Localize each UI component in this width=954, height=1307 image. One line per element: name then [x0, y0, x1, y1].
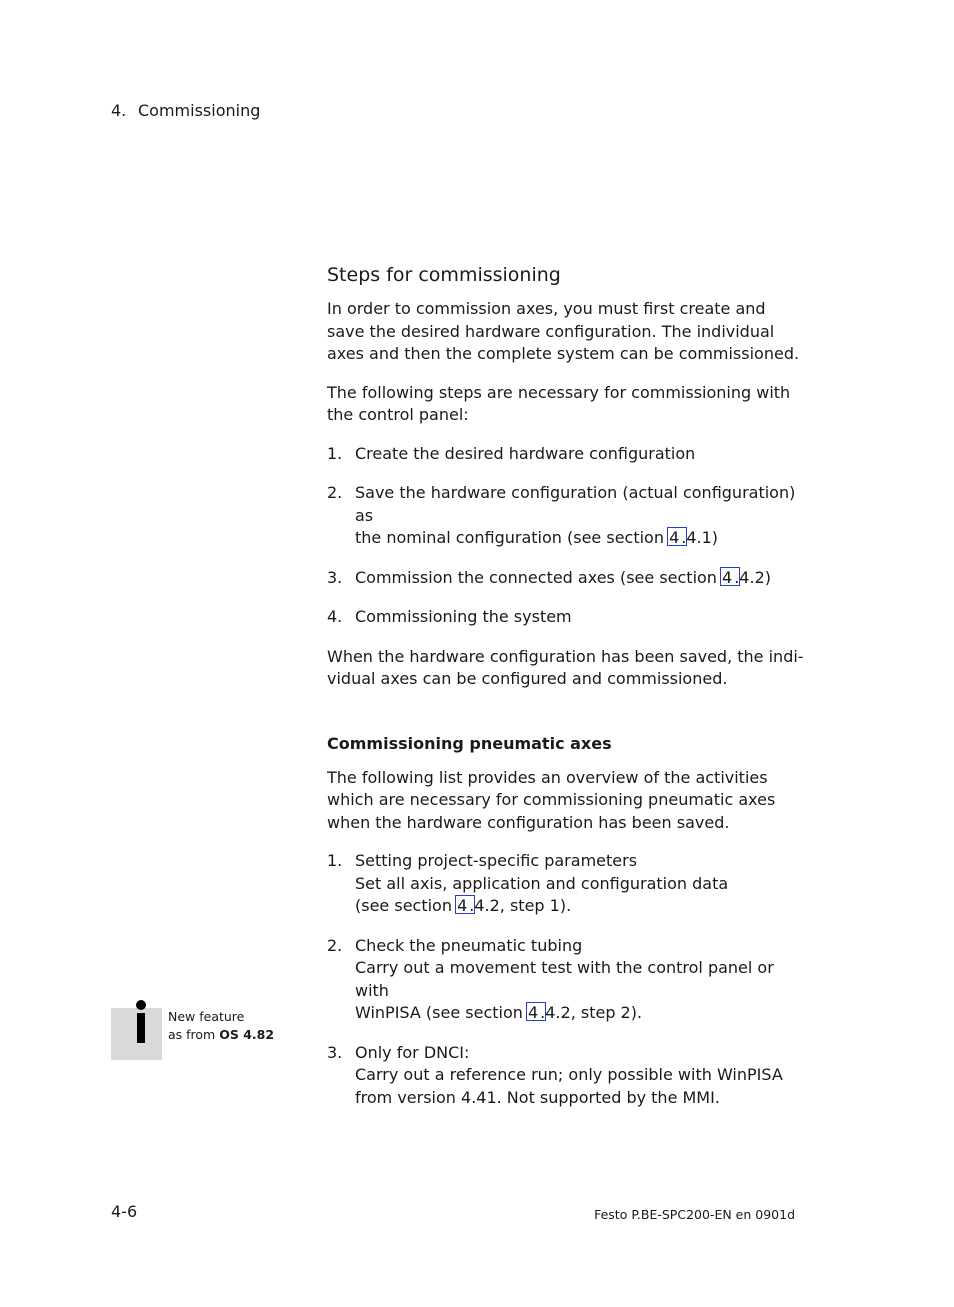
info-icon-stem [137, 1013, 145, 1043]
list-item: 3. Only for DNCI: Carry out a reference run; only possible with WinPISA from version 4.41. Not supported by the MMI. [327, 1042, 783, 1107]
item-number: 3. [327, 1042, 343, 1062]
main-content [327, 262, 807, 1126]
pneumatic-list [327, 850, 807, 1109]
section-link-ref[interactable]: 4 [722, 567, 733, 587]
chapter-title: Commissioning [138, 101, 261, 120]
item-number: 2. [327, 935, 343, 955]
step-number: 1. [327, 443, 343, 463]
chapter-number: 4. [111, 101, 127, 120]
note-text: New feature as from OS 4.82 [168, 1009, 275, 1042]
pneumatic-intro-paragraph: The following list provides an overview of the activities which are necessary for commissioning pneumatic axes when the hardware configuration has been saved. [327, 767, 776, 832]
new-feature-note [111, 1000, 311, 1060]
section-link-box[interactable] [526, 1002, 546, 1021]
list-item: 2. Check the pneumatic tubing Carry out a movement test with the control panel or with WinPISA (see section 4 .4.2, step 2). [327, 935, 774, 1022]
step-item: 4. Commissioning the system [327, 606, 807, 629]
section-title-pneumatic: Commissioning pneumatic axes [327, 733, 612, 753]
step-number: 2. [327, 483, 343, 502]
page-number: 4-6 [111, 1202, 138, 1221]
step-number: 4. [327, 607, 343, 626]
section-link-ref[interactable]: 4 [527, 1003, 539, 1022]
section-title-steps: Steps for commissioning [327, 264, 561, 286]
step-item: 2. Save the hardware configuration (actual configuration) as the nominal configuration (see section 4 .4.1) [327, 483, 796, 547]
steps-intro-paragraph: The following steps are necessary for commissioning with the control panel: [327, 382, 791, 424]
section-link-box[interactable] [667, 527, 687, 546]
section-link-ref[interactable]: 4 [669, 528, 680, 547]
steps-list [327, 443, 807, 629]
list-item: 1. Setting project-specific parameters Set all axis, application and configuration data (see section 4 .4.2, step 1). [327, 851, 729, 915]
info-icon [136, 1000, 146, 1010]
intro-paragraph: In order to commission axes, you must first create and save the desired hardware configuration. The individual axes and then the complete system can be commissioned. [327, 299, 800, 363]
os-version: OS 4.82 [219, 1027, 275, 1042]
step-item: 1. Create the desired hardware configuration [327, 443, 807, 466]
step-item: 3. Commission the connected axes (see section 4 .4.2) [327, 567, 807, 590]
configured-paragraph: When the hardware configuration has been saved, the indi-vidual axes can be configured and commissioned. [327, 646, 804, 688]
section-link-box[interactable] [720, 567, 740, 586]
section-link-ref[interactable]: 4 [457, 896, 468, 915]
section-link-box[interactable] [455, 895, 475, 914]
step-number: 3. [327, 567, 343, 587]
running-header [111, 101, 260, 120]
item-number: 1. [327, 851, 343, 870]
document-id: Festo P.BE-SPC200-EN en 0901d [594, 1207, 795, 1222]
